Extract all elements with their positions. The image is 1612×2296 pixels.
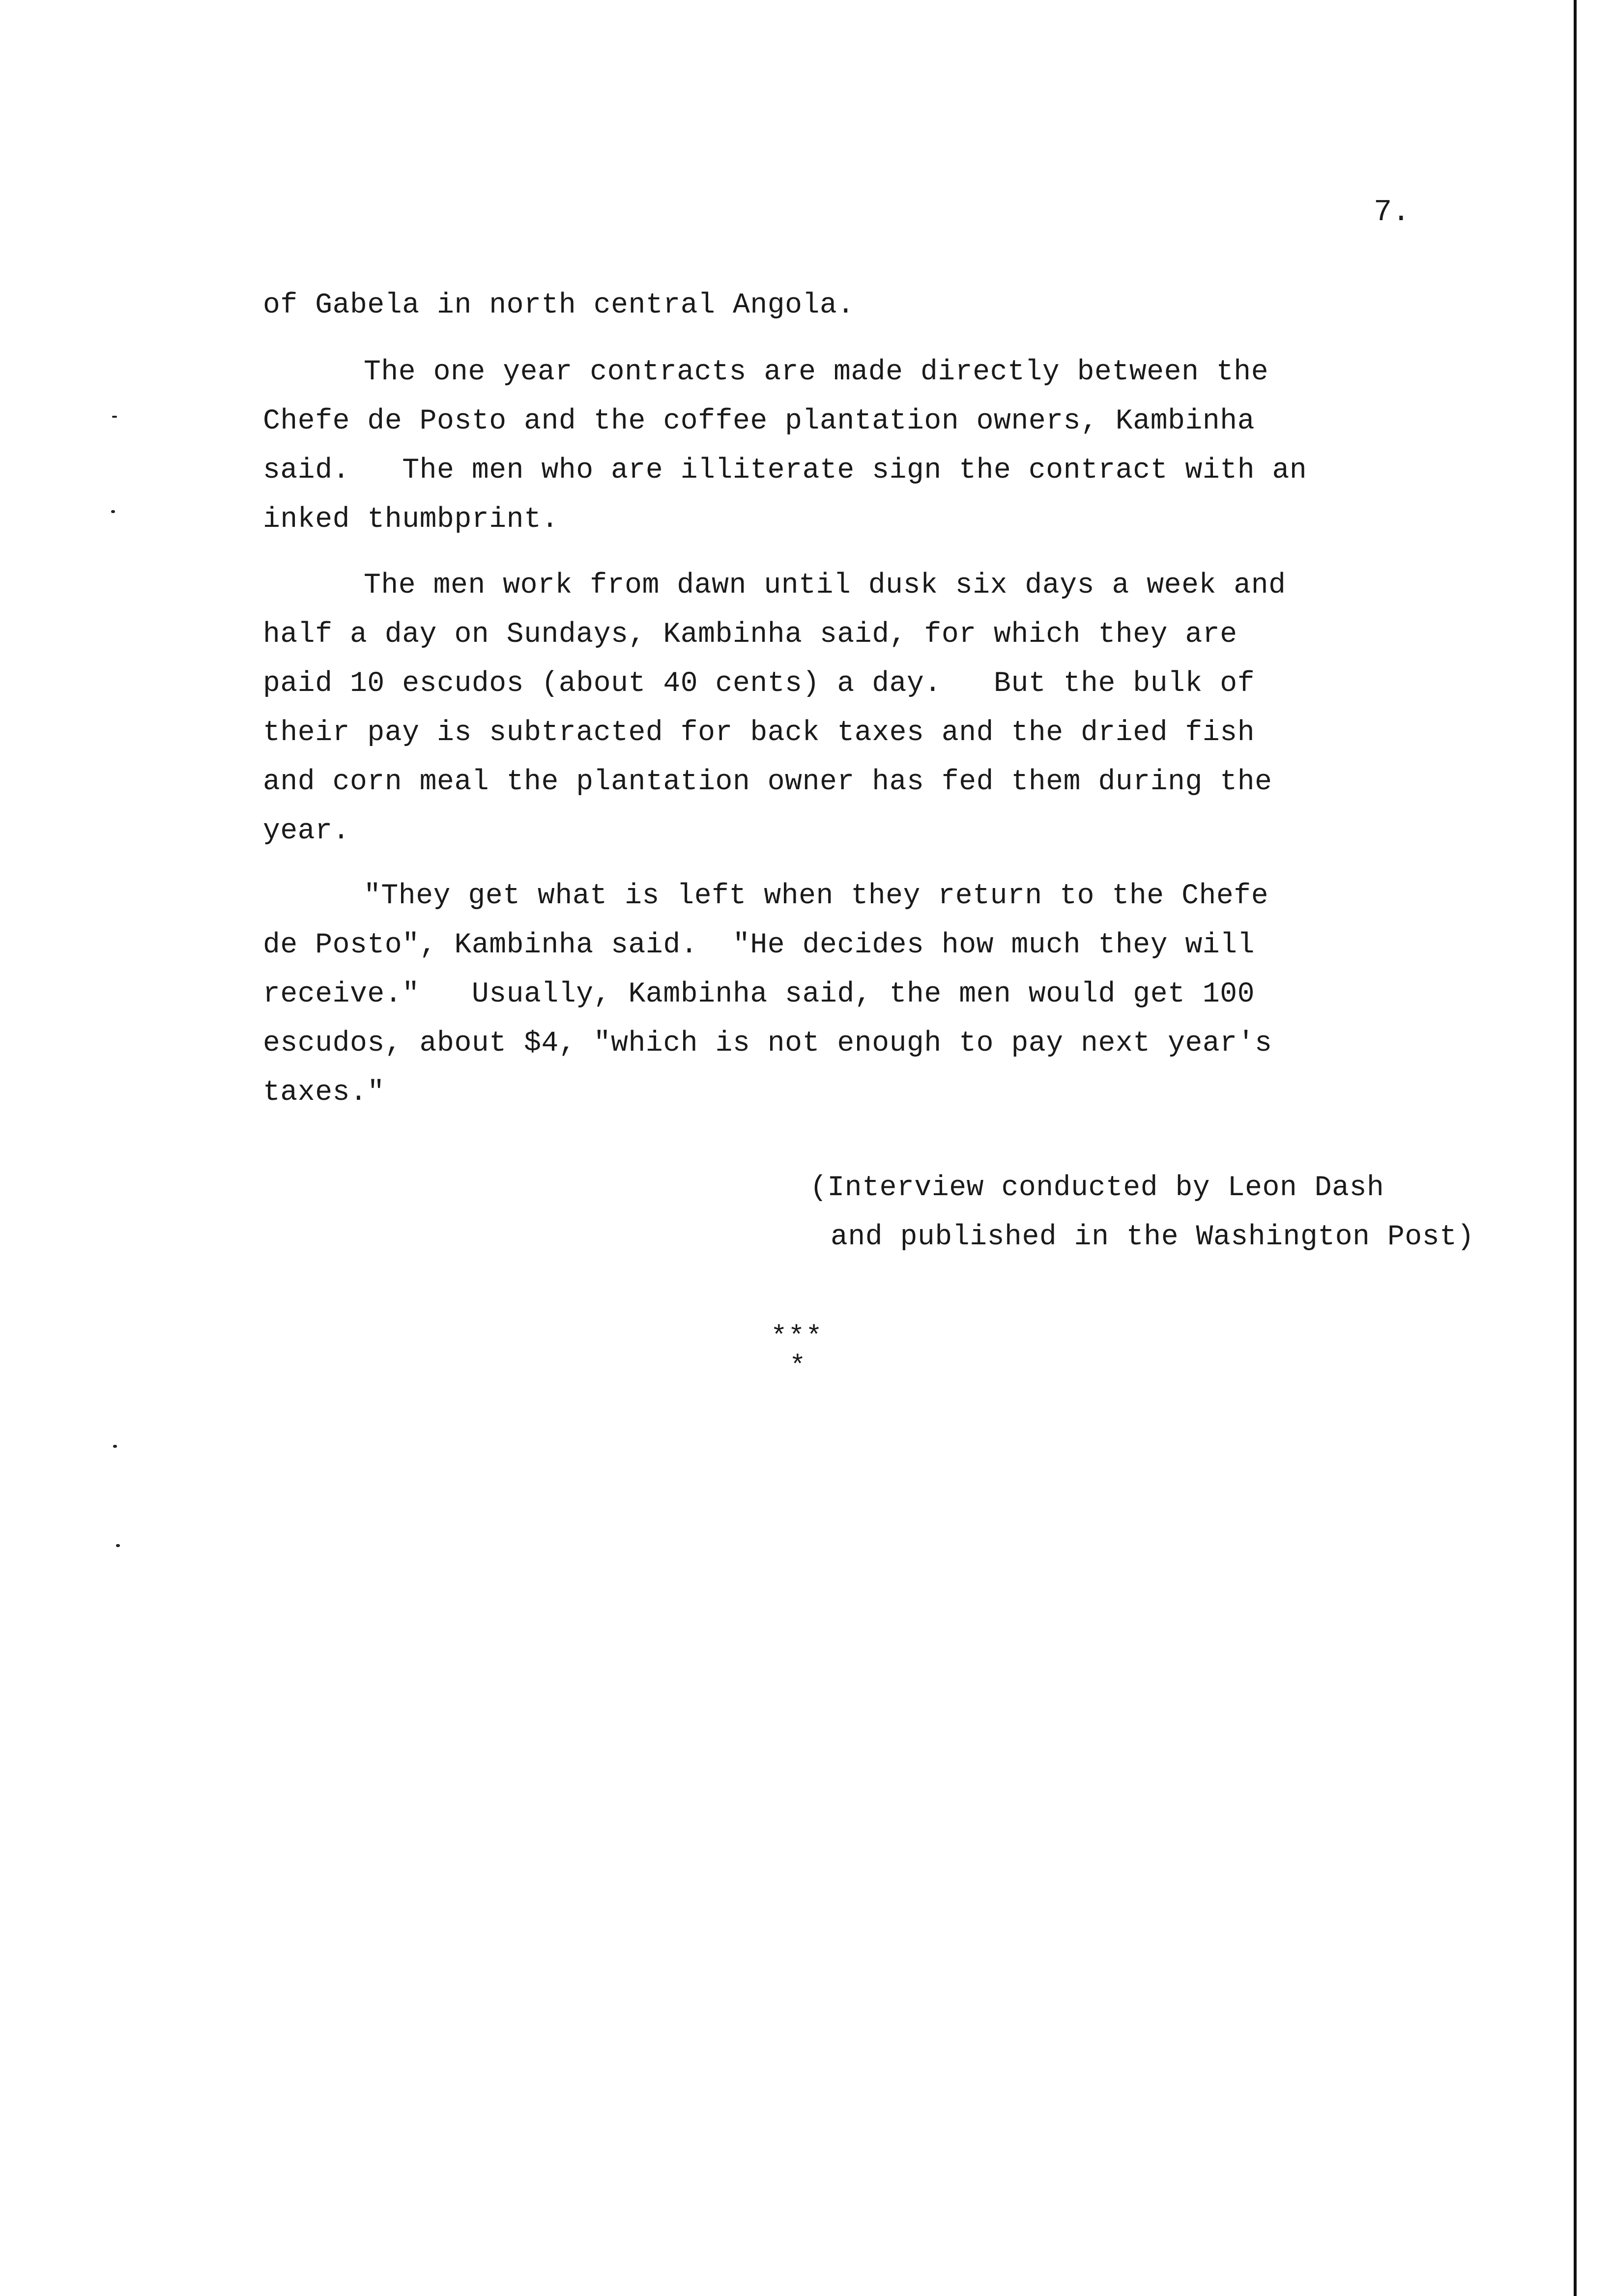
margin-mark xyxy=(112,416,117,418)
separator-stars-row-1: *** xyxy=(771,1321,823,1352)
margin-mark xyxy=(113,1445,117,1448)
page-edge-line xyxy=(1574,0,1577,2296)
body-line-2: The one year contracts are made directly between the xyxy=(364,356,1269,388)
body-line-13: de Posto", Kambinha said. "He decides how much they will xyxy=(263,929,1255,961)
body-line-6: The men work from dawn until dusk six days a week and xyxy=(364,570,1286,602)
body-line-7: half a day on Sundays, Kambinha said, for which they are xyxy=(263,619,1238,651)
body-line-16: taxes." xyxy=(263,1077,385,1109)
attribution-line-2: and published in the Washington Post) xyxy=(831,1221,1475,1253)
body-line-8: paid 10 escudos (about 40 cents) a day. But the bulk of xyxy=(263,668,1255,700)
body-line-14: receive." Usually, Kambinha said, the men would get 100 xyxy=(263,978,1255,1010)
body-line-1: of Gabela in north central Angola. xyxy=(263,289,855,321)
body-line-12: "They get what is left when they return to the Chefe xyxy=(364,880,1269,912)
margin-mark xyxy=(111,510,115,513)
body-line-3: Chefe de Posto and the coffee plantation owners, Kambinha xyxy=(263,405,1255,437)
body-line-4: said. The men who are illiterate sign the contract with an xyxy=(263,455,1307,487)
margin-mark xyxy=(116,1544,120,1547)
separator-stars-row-2: * xyxy=(789,1350,807,1382)
body-line-5: inked thumbprint. xyxy=(263,504,559,536)
page-number: 7. xyxy=(1374,195,1410,230)
body-line-10: and corn meal the plantation owner has fed them during the xyxy=(263,766,1272,798)
body-line-15: escudos, about $4, "which is not enough to pay next year's xyxy=(263,1028,1272,1060)
attribution-line-1: (Interview conducted by Leon Dash xyxy=(810,1172,1384,1204)
body-line-9: their pay is subtracted for back taxes and the dried fish xyxy=(263,717,1255,749)
body-line-11: year. xyxy=(263,815,350,847)
